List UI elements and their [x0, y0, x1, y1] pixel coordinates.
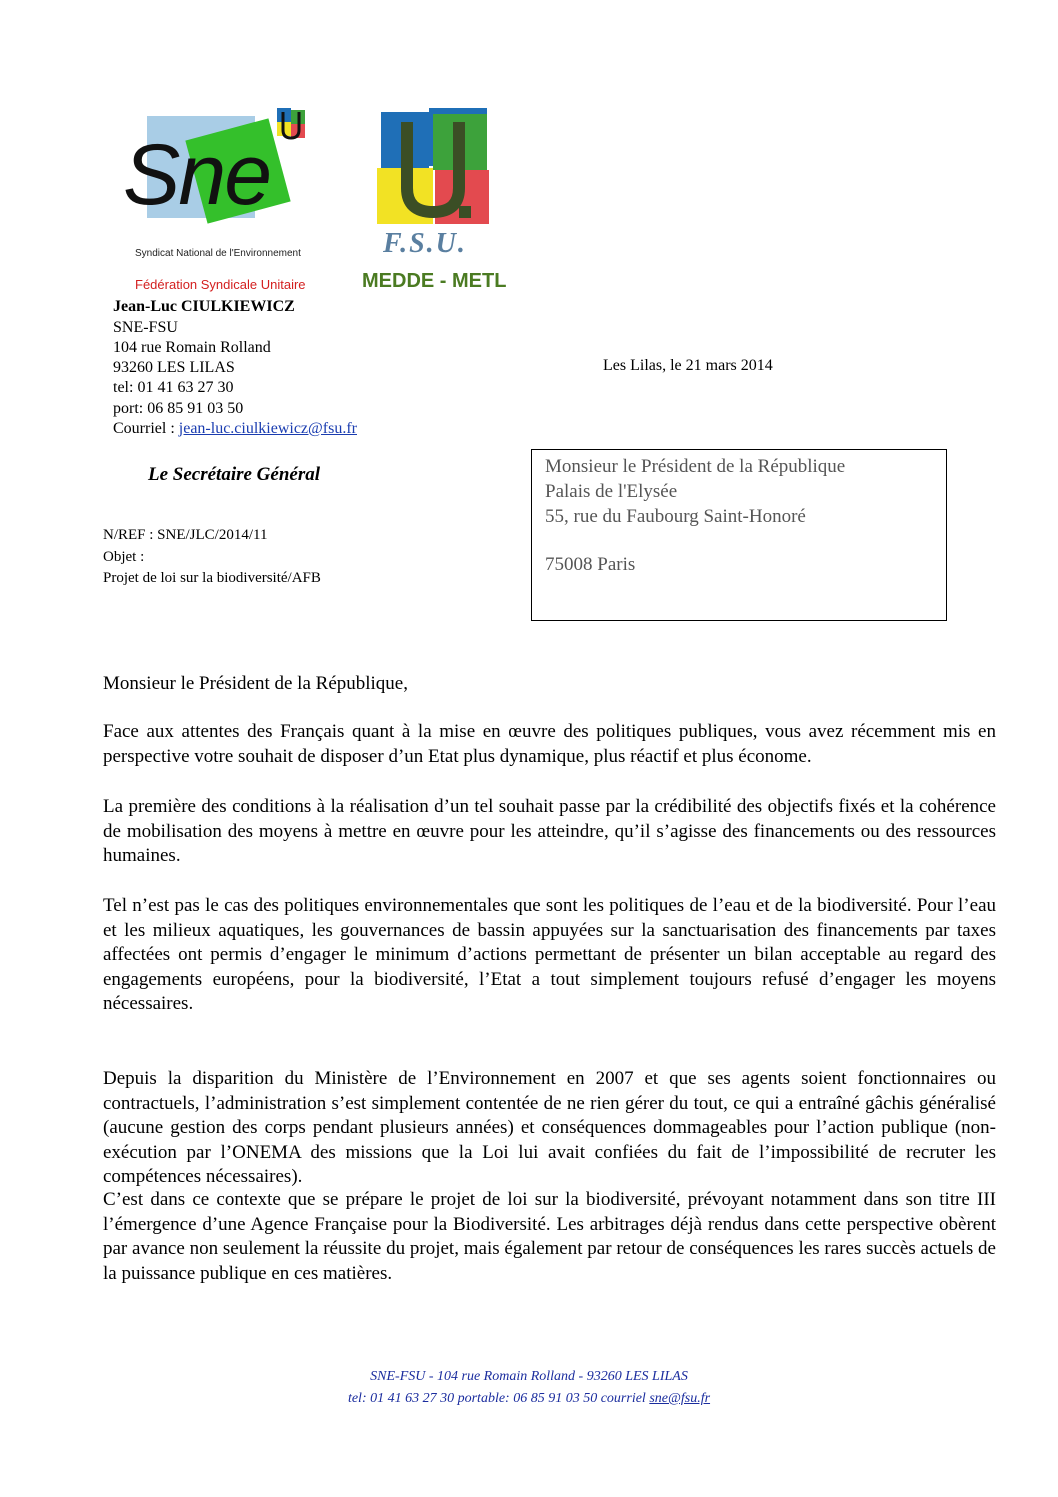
sne-mini-fsu-icon	[273, 108, 309, 144]
sne-federation-label: Fédération Syndicale Unitaire	[135, 277, 306, 292]
fsu-wordmark: F.S.U.	[383, 228, 467, 259]
recipient-line-4: 75008 Paris	[545, 554, 636, 575]
sne-logo	[123, 108, 323, 268]
ministry-label: MEDDE - METL	[362, 270, 507, 292]
footer-contact-text: tel: 01 41 63 27 30 portable: 06 85 91 03 50 courriel	[347, 1391, 650, 1406]
sender-city: 93260 LES LILAS	[113, 359, 235, 376]
sender-org: SNE-FSU	[113, 319, 178, 336]
sender-name: Jean-Luc CIULKIEWICZ	[113, 298, 295, 315]
place-date: Les Lilas, le 21 mars 2014	[603, 357, 773, 374]
body-paragraph-2: La première des conditions à la réalisation d’un tel souhait passe par la crédibilité des objectifs fixés et la cohérence de mobilisation des moyens à mettre en œuvre pour les atteindre, qu’il s’agisse des financements ou des ressources humaines.	[103, 796, 996, 867]
sender-street: 104 rue Romain Rolland	[113, 339, 271, 356]
body-paragraph-3: Tel n’est pas le cas des politiques environnementales que sont les politiques de l’eau et de la biodiversité. Pour l’eau et les milieux aquatiques, les gouvernances de bassin appuyées sur la sanctuarisation des financements par taxes affectées ont permis d’engager le minimum d’actions permettant de présenter un bilan acceptable au regard des engagements européens, pour la biodiversité, l’Etat a tout simplement toujours refusé d’engager les moyens nécessaires.	[103, 895, 996, 1015]
footer-email-link[interactable]: sne@fsu.fr	[649, 1391, 711, 1406]
footer-contact	[0, 1391, 1058, 1407]
recipient-line-3: 55, rue du Faubourg Saint-Honoré	[545, 506, 806, 527]
body-paragraph-1: Face aux attentes des Français quant à la mise en œuvre des politiques publiques, vous avez récemment mis en perspective votre souhait de disposer d’un Etat plus dynamique, plus réactif et plus économe.	[103, 721, 996, 767]
fsu-logo	[373, 108, 493, 228]
subject-text: Projet de loi sur la biodiversité/AFB	[103, 570, 321, 586]
sender-email-label: Courriel :	[113, 420, 179, 437]
salutation: Monsieur le Président de la République,	[103, 673, 408, 694]
sender-email-line	[113, 419, 357, 439]
subject-label: Objet :	[103, 549, 145, 565]
sne-subtitle: Syndicat National de l'Environnement	[135, 248, 301, 259]
sender-port: port: 06 85 91 03 50	[113, 400, 244, 417]
body-paragraph-4: Depuis la disparition du Ministère de l’Environnement en 2007 et que ses agents soient fonctionnaires ou contractuels, l’administration s’est simplement contentée de ne rien gérer du tout, ce qui a entraîné gâchis généralisé (aucune gestion des corps pendant plusieurs années) et conséquences dommageables pour l’action publique (non-exécution par l’ONEMA des missions que la Loi lui avait confiées du fait de l’impossibilité de recruter les compétences nécessaires).	[103, 1068, 996, 1188]
body-paragraph-5: C’est dans ce contexte que se prépare le projet de loi sur la biodiversité, prévoyant notamment dans son titre III l’émergence d’une Agence Française pour la Biodiversité. Les arbitrages déjà rendus dans cette perspective obèrent par avance non seulement la réussite du projet, mais également par retour de conséquences les rares succès actuels de la puissance publique en ces matières.	[103, 1189, 996, 1284]
reference-number: N/REF : SNE/JLC/2014/11	[103, 527, 268, 543]
recipient-line-1: Monsieur le Président de la République	[545, 456, 846, 477]
sne-wordmark: Sne	[123, 127, 271, 223]
sender-tel: tel: 01 41 63 27 30	[113, 379, 234, 396]
recipient-line-2: Palais de l'Elysée	[545, 481, 678, 502]
sender-email-link[interactable]: jean-luc.ciulkiewicz@fsu.fr	[178, 420, 357, 437]
sender-role: Le Secrétaire Général	[148, 464, 321, 485]
footer-address: SNE-FSU - 104 rue Romain Rolland - 93260 LES LILAS	[370, 1369, 688, 1384]
